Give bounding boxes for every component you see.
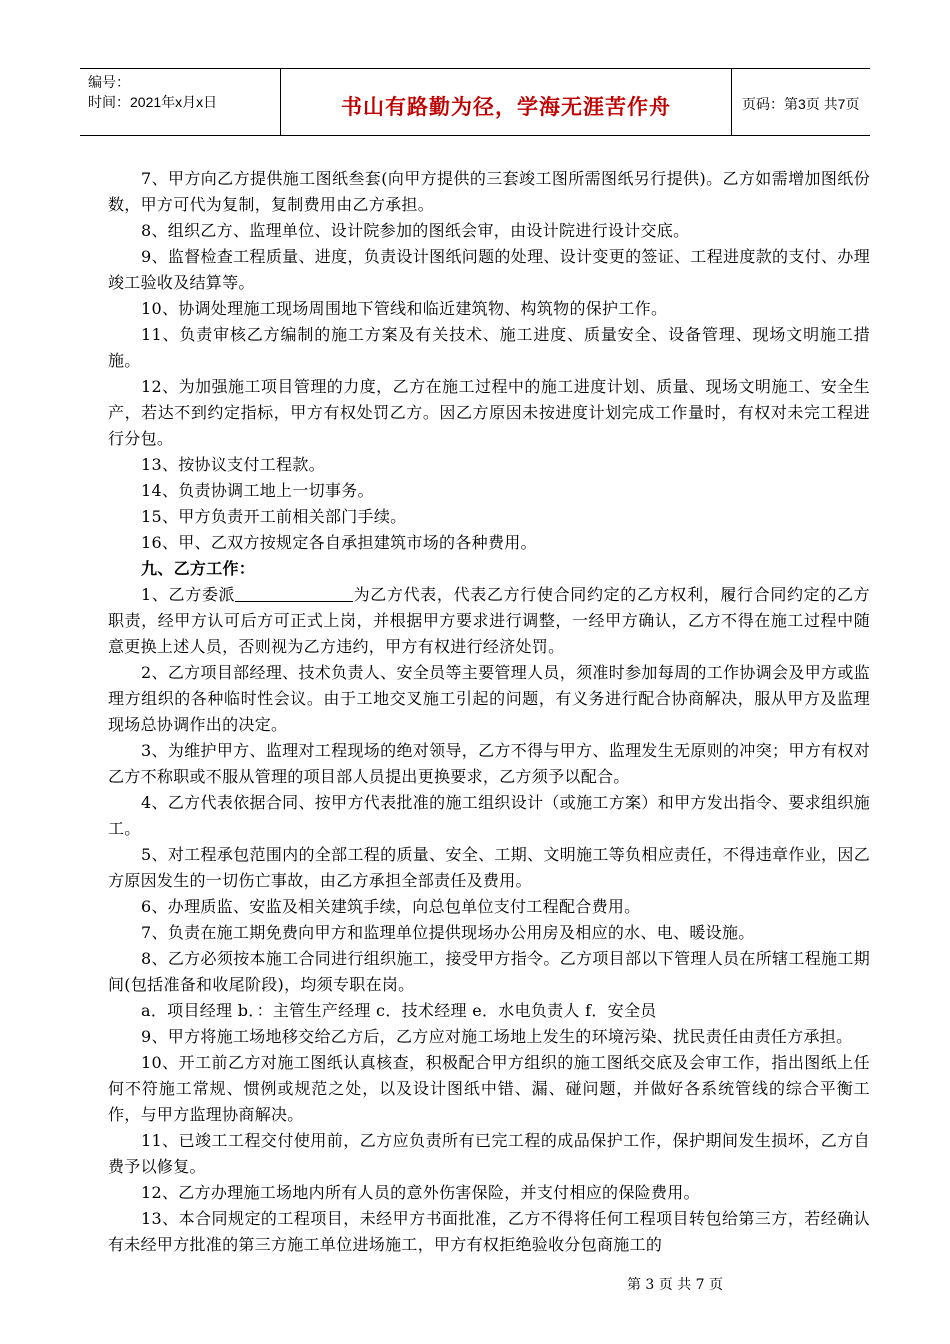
item1-prefix: 1、乙方委派 xyxy=(141,585,236,604)
clause-paragraph: 11、负责审核乙方编制的施工方案及有关技术、施工进度、质量安全、设备管理、现场文明施工措施。 xyxy=(108,325,870,370)
representative-blank-line[interactable] xyxy=(235,587,353,602)
header-page-info: 页码：第3页 共7页 xyxy=(742,96,860,112)
clause-paragraph: 3、为维护甲方、监理对工程现场的绝对领导，乙方不得与甲方、监理发生无原则的冲突；甲方有权对乙方不称职或不服从管理的项目部人员提出更换要求，乙方须予以配合。 xyxy=(108,741,870,786)
header-info-cell xyxy=(80,69,281,135)
clause-paragraph: 10、协调处理施工现场周围地下管线和临近建筑物、构筑物的保护工作。 xyxy=(141,299,668,318)
clause-paragraph: 5、对工程承包范围内的全部工程的质量、安全、工期、文明施工等负相应责任，不得违章作业，因乙方原因发生的一切伤亡事故，由乙方承担全部责任及费用。 xyxy=(108,845,870,890)
clause-paragraph: 10、开工前乙方对施工图纸认真核查，积极配合甲方组织的施工图纸交底及会审工作，指出图纸上任何不符施工常规、惯例或规范之处，以及设计图纸中错、漏、碰问题，并做好各系统管线的综合平衡工作，与甲方监理协商解决。 xyxy=(108,1053,870,1124)
clause-paragraph: 12、为加强施工项目管理的力度，乙方在施工过程中的施工进度计划、质量、现场文明施工、安全生产，若达不到约定指标，甲方有权处罚乙方。因乙方原因未按进度计划完成工作量时，有权对未完工程进行分包。 xyxy=(108,377,870,448)
page-footer: 第 3 页 共 7 页 xyxy=(626,1277,724,1293)
clause-paragraph: 13、本合同规定的工程项目，未经甲方书面批准，乙方不得将任何工程项目转包给第三方，若经确认有未经甲方批准的第三方施工单位进场施工，甲方有权拒绝验收分包商施工的 xyxy=(108,1209,870,1254)
clause-paragraph: 7、甲方向乙方提供施工图纸叁套(向甲方提供的三套竣工图所需图纸另行提供)。乙方如需增加图纸份数，甲方可代为复制，复制费用由乙方承担。 xyxy=(108,169,870,214)
clause-paragraph: 11、已竣工工程交付使用前，乙方应负责所有已完工程的成品保护工作，保护期间发生损坏，乙方自费予以修复。 xyxy=(108,1131,870,1176)
clause-paragraph: 9、监督检查工程质量、进度，负责设计图纸问题的处理、设计变更的签证、工程进度款的支付、办理竣工验收及结算等。 xyxy=(108,247,870,292)
item1-suffix: 为乙方代表，代表乙方行使合同约定的乙方权利，履行合同约定的乙方职责，经甲方认可后方可正式上岗，并根据甲方要求进行调整，一经甲方确认，乙方不得在施工过程中随意更换上述人员，否则视为乙方违约，甲方有权进行经济处罚。 xyxy=(108,585,870,656)
header-motto-cell xyxy=(281,69,732,135)
header-motto: 书山有路勤为径，学海无涯苦作舟 xyxy=(341,95,671,119)
clause-paragraph: 8、组织乙方、监理单位、设计院参加的图纸会审，由设计院进行设计交底。 xyxy=(141,221,690,240)
date-label: 时间：2021年x月x日 xyxy=(88,94,218,110)
clause-paragraph-item1 xyxy=(108,582,870,660)
clause-paragraph: 4、乙方代表依据合同、按甲方代表批准的施工组织设计（或施工方案）和甲方发出指令、要求组织施工。 xyxy=(108,793,870,838)
staff-list-line: a．项目经理 b．：主管生产经理 c．技术经理 e．水电负责人 f．安全员 xyxy=(141,1001,657,1020)
clause-paragraph: 13、按协议支付工程款。 xyxy=(141,455,325,474)
clause-paragraph: 7、负责在施工期免费向甲方和监理单位提供现场办公用房及相应的水、电、暖设施。 xyxy=(141,923,755,942)
document-body xyxy=(108,166,870,1258)
clause-paragraph: 12、乙方办理施工场地内所有人员的意外伤害保险，并支付相应的保险费用。 xyxy=(141,1183,700,1202)
page-header xyxy=(80,68,870,136)
clause-paragraph: 16、甲、乙双方按规定各自承担建筑市场的各种费用。 xyxy=(141,533,537,552)
section-heading: 九、乙方工作： xyxy=(141,559,256,578)
clause-paragraph: 6、办理质监、安监及相关建筑手续，向总包单位支付工程配合费用。 xyxy=(141,897,641,916)
clause-paragraph: 8、乙方必须按本施工合同进行组织施工，接受甲方指令。乙方项目部以下管理人员在所辖工程施工期间(包括准备和收尾阶段)，均须专职在岗。 xyxy=(108,949,870,994)
clause-paragraph: 14、负责协调工地上一切事务。 xyxy=(141,481,374,500)
header-page-cell xyxy=(732,69,870,135)
clause-paragraph: 15、甲方负责开工前相关部门手续。 xyxy=(141,507,407,526)
doc-code-label: 编号： xyxy=(88,74,130,90)
clause-paragraph: 2、乙方项目部经理、技术负责人、安全员等主要管理人员，须准时参加每周的工作协调会及甲方或监理方组织的各种临时性会议。由于工地交叉施工引起的问题，有义务进行配合协商解决，服从甲方及监理现场总协调作出的决定。 xyxy=(108,663,870,734)
clause-paragraph: 9、甲方将施工场地移交给乙方后，乙方应对施工场地上发生的环境污染、扰民责任由责任方承担。 xyxy=(141,1027,853,1046)
